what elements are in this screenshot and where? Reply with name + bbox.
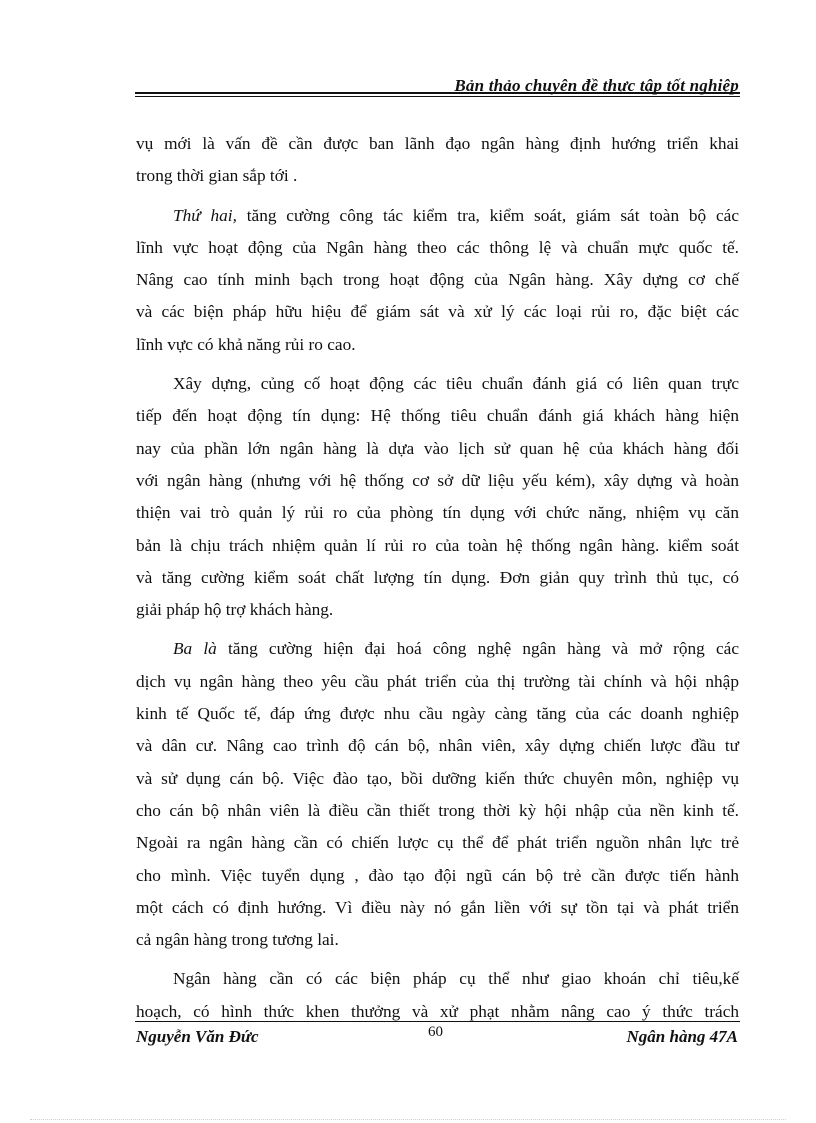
header-rule-thin (135, 96, 740, 97)
text-line: cả ngân hàng trong tương lai. (136, 930, 339, 950)
text-line: và tăng cường kiểm soát chất lượng tín dụng. Đơn giản quy trình thủ tục, có (136, 567, 739, 587)
text-line: và các biện pháp hữu hiệu để giám sát và xử lý các loại rủi ro, đặc biệt các (136, 302, 739, 322)
paragraph (136, 368, 739, 626)
footer-class: Ngân hàng 47A (626, 1027, 738, 1046)
text-line: dịch vụ ngân hàng theo yêu cầu phát triển của thị trường tài chính và hội nhập (136, 671, 739, 691)
text-line (136, 200, 739, 232)
paragraph (136, 633, 739, 956)
text-line: và sử dụng cán bộ. Việc đào tạo, bồi dưỡng kiến thức chuyên môn, nghiệp vụ (136, 768, 739, 788)
text-line: cho mình. Việc tuyển dụng , đào tạo đội ngũ cán bộ trẻ cần được tiến hành (136, 865, 739, 885)
paragraph (136, 200, 739, 361)
text-line: giải pháp hộ trợ khách hàng. (136, 600, 334, 620)
paragraph-lead-italic: Ba là (173, 639, 217, 659)
text-line: vụ mới là vấn đề cần được ban lãnh đạo ngân hàng định hướng triển khai (136, 134, 739, 153)
paragraph-lead-italic: Thứ hai, (173, 205, 237, 225)
text-run: tăng cường hiện đại hoá công nghệ ngân hàng và mở rộng các (216, 639, 739, 659)
text-line: Ngoài ra ngân hàng cần có chiến lược cụ thể để phát triển nguồn nhân lực trẻ (136, 833, 739, 853)
footer-rule (135, 1021, 740, 1022)
text-line: hoạch, có hình thức khen thưởng và xử phạt nhằm nâng cao ý thức trách (136, 1001, 739, 1021)
text-line: Ngân hàng cần có các biện pháp cụ thể như giao khoán chỉ tiêu,kế (173, 969, 739, 989)
text-line: lĩnh vực có khả năng rủi ro cao. (136, 334, 356, 354)
text-line: nay của phần lớn ngân hàng là dựa vào lịch sử quan hệ của khách hàng đối (136, 438, 739, 458)
text-line (136, 633, 739, 665)
text-line: Nâng cao tính minh bạch trong hoạt động của Ngân hàng. Xây dựng cơ chế (136, 270, 739, 290)
text-line: Xây dựng, củng cố hoạt động các tiêu chuẩn đánh giá có liên quan trực (173, 374, 739, 394)
paragraph (136, 128, 739, 193)
text-line: kinh tế Quốc tế, đáp ứng được nhu cầu ngày càng tăng của các doanh nghiệp (136, 704, 739, 724)
text-line: tiếp đến hoạt động tín dụng: Hệ thống tiêu chuẩn đánh giá khách hàng hiện (136, 406, 739, 426)
text-line: một cách có định hướng. Vì điều này nó gắn liền với sự tồn tại và phát triển (136, 897, 739, 917)
page-bottom-divider (30, 1119, 786, 1120)
text-line: cho cán bộ nhân viên là điều cần thiết trong thời kỳ hội nhập của nền kinh tế. (136, 800, 739, 820)
text-line: và dân cư. Nâng cao trình độ cán bộ, nhân viên, xây dựng chiến lược đầu tư (136, 736, 739, 756)
text-line: trong thời gian sắp tới . (136, 166, 298, 186)
text-run: tăng cường công tác kiểm tra, kiểm soát, giám sát toàn bộ các (236, 205, 740, 225)
text-line: với ngân hàng (nhưng với hệ thống cơ sở dữ liệu yếu kém), xây dựng và hoàn (136, 470, 739, 490)
text-line: thiện vai trò quản lý rủi ro của phòng tín dụng với chức năng, nhiệm vụ căn (136, 503, 739, 523)
running-header-title: Bản thảo chuyên đề thực tập tốt nghiệp (454, 76, 739, 95)
paragraph (136, 963, 739, 1028)
text-line: bản là chịu trách nhiệm quản lí rủi ro của toàn hệ thống ngân hàng. kiểm soát (136, 535, 739, 555)
footer-author: Nguyễn Văn Đức (136, 1027, 259, 1046)
body-text (136, 128, 739, 1028)
page-number: 60 (428, 1024, 443, 1040)
header-rule-thick (135, 92, 740, 94)
text-line: lĩnh vực hoạt động của Ngân hàng theo các thông lệ và chuẩn mực quốc tế. (136, 237, 739, 257)
